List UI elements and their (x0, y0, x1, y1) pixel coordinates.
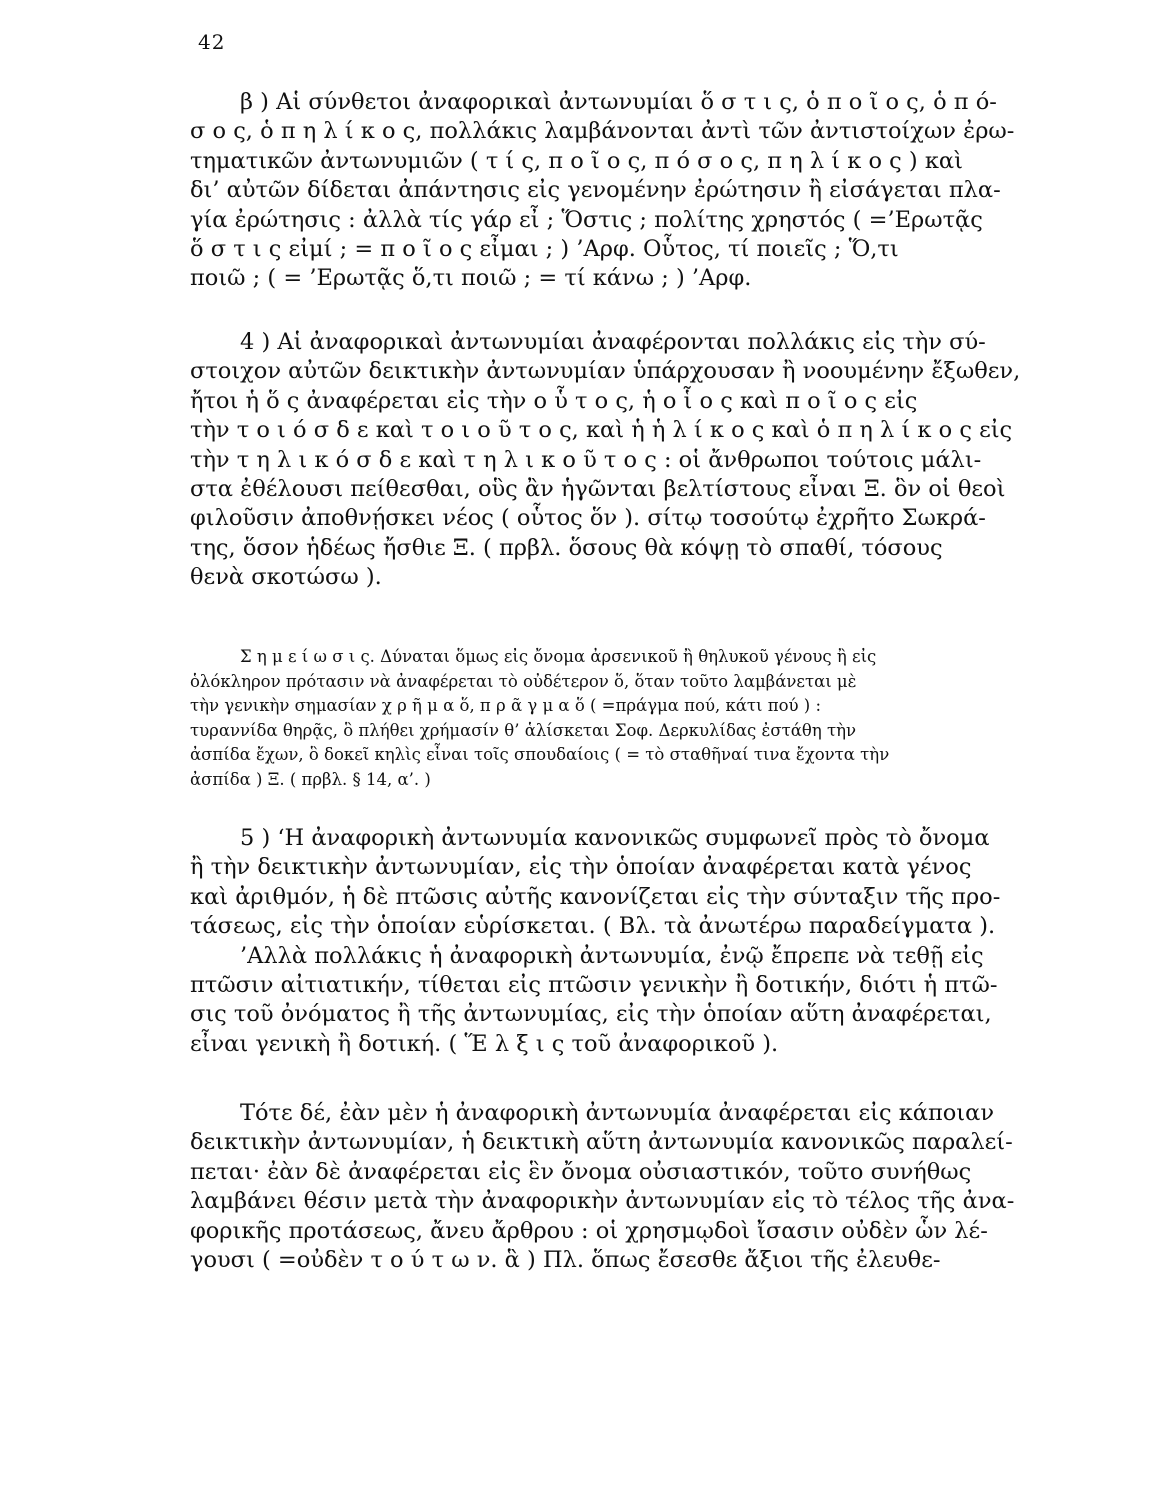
text-line: λαμβάνει θέσιν μετὰ τὴν ἀναφορικὴν ἀντωνυμίαν εἰς τὸ τέλος τῆς ἀνα- (190, 1188, 1015, 1215)
text-line: 5 ) ‘Η ἀναφορικὴ ἀντωνυμία κανονικῶς συμφωνεῖ πρὸς τὸ ὄνομα (240, 825, 990, 851)
text-line: 4 ) Αἱ ἀναφορικαὶ ἀντωνυμίαι ἀναφέρονται πολλάκις εἰς τὴν σύ- (240, 329, 986, 355)
text-line: β ) Αἱ σύνθετοι ἀναφορικαὶ ἀντωνυμίαι ὅ σ τ ι ς, ὁ π ο ῖ ο ς, ὁ π ό- (240, 89, 997, 115)
paragraph-beta-relative-pronouns (190, 88, 1088, 294)
text-line: πτῶσιν αἰτιατικήν, τίθεται εἰς πτῶσιν γενικὴν ἢ δοτικήν, διότι ἡ πτῶ- (190, 972, 998, 999)
text-line: ’Αλλὰ πολλάκις ἡ ἀναφορικὴ ἀντωνυμία, ἐνῷ ἔπρεπε νὰ τεθῇ εἰς (240, 942, 984, 969)
text-line: τηματικῶν ἀντωνυμιῶν ( τ ί ς, π ο ῖ ο ς, π ό σ ο ς, π η λ ί κ ο ς ) καὶ (190, 147, 963, 174)
paragraph-tote (190, 1099, 1088, 1275)
text-line: στα ἐθέλουσι πείθεσθαι, οὓς ἂν ἡγῶνται βελτίστους εἶναι Ξ. ὃν οἱ θεοὶ (190, 476, 1006, 503)
text-line: σ ο ς, ὁ π η λ ί κ ο ς, πολλάκις λαμβάνονται ἀντὶ τῶν ἀντιστοίχων ἐρω- (190, 118, 1015, 145)
text-line: γία ἐρώτησις : ἀλλὰ τίς γάρ εἶ ; Ὅστις ; πολίτης χρηστός ( =’Ερωτᾷς (190, 206, 983, 233)
text-line: τὴν τ η λ ι κ ό σ δ ε καὶ τ η λ ι κ ο ῦ τ ο ς : οἱ ἄνθρωποι τούτοις μάλι- (190, 446, 982, 473)
text-line: της, ὅσον ἡδέως ἤσθιε Ξ. ( πρβλ. ὅσους θὰ κόψῃ τὸ σπαθί, τόσους (190, 534, 943, 561)
text-line: ἀσπίδα ) Ξ. ( πρβλ. § 14, α’. ) (190, 769, 431, 789)
text-line: δεικτικὴν ἀντωνυμίαν, ἡ δεικτικὴ αὕτη ἀντωνυμία κανονικῶς παραλεί- (190, 1129, 1013, 1156)
text-line: καὶ ἀριθμόν, ἡ δὲ πτῶσις αὐτῆς κανονίζεται εἰς τὴν σύνταξιν τῆς προ- (190, 883, 1001, 910)
text-line: τὴν τ ο ι ό σ δ ε καὶ τ ο ι ο ῦ τ ο ς, καὶ ἡ ἡ λ ί κ ο ς καὶ ὁ π η λ ί κ ο ς εἰς (190, 417, 1013, 444)
text-line: τὴν γενικὴν σημασίαν χ ρ ῆ μ α ὅ, π ρ ᾶ γ μ α ὅ ( =πράγμα πού, κάτι πού ) : (190, 696, 822, 715)
text-line: θενὰ σκοτώσω ). (190, 564, 382, 591)
text-line: πεται· ἐὰν δὲ ἀναφέρεται εἰς ἓν ὄνομα οὐσιαστικόν, τοῦτο συνήθως (190, 1158, 972, 1185)
text-line: στοιχον αὐτῶν δεικτικὴν ἀντωνυμίαν ὑπάρχουσαν ἢ νοουμένην ἔξωθεν, (190, 358, 1021, 385)
text-line: Σ η μ ε ί ω σ ι ς. Δύναται ὅμως εἰς ὄνομα ἀρσενικοῦ ἢ θηλυκοῦ γένους ἢ εἰς (240, 647, 877, 666)
text-line: σις τοῦ ὀνόματος ἢ τῆς ἀντωνυμίας, εἰς τὴν ὁποίαν αὕτη ἀναφέρεται, (190, 1001, 992, 1028)
text-line: τυραννίδα θηρᾷς, ὃ πλήθει χρήμασίν θ’ ἁλίσκεται Σοφ. Δερκυλίδας ἐστάθη τὴν (190, 720, 857, 740)
page-number: 42 (198, 30, 226, 54)
text-line: φορικῆς προτάσεως, ἄνευ ἄρθρου : οἱ χρησμῳδοὶ ἴσασιν οὐδὲν ὧν λέ- (190, 1217, 988, 1244)
text-line: εἶναι γενικὴ ἢ δοτική. ( Ἕ λ ξ ι ς τοῦ ἀναφορικοῦ ). (190, 1030, 779, 1057)
text-line: ἀσπίδα ἔχων, ὃ δοκεῖ κηλὶς εἶναι τοῖς σπουδαίοις ( = τὸ σταθῆναί τινα ἔχοντα τὴν (190, 745, 890, 764)
text-line: δι’ αὐτῶν δίδεται ἀπάντησις εἰς γενομένην ἐρώτησιν ἢ εἰσάγεται πλα- (190, 177, 1001, 204)
text-line: ποιῶ ; ( = ’Ερωτᾷς ὅ,τι ποιῶ ; = τί κάνω ; ) ’Αρφ. (190, 265, 752, 292)
text-line: ὁλόκληρον πρότασιν νὰ ἀναφέρεται τὸ οὐδέτερον ὅ, ὅταν τοῦτο λαμβάνεται μὲ (190, 671, 857, 691)
note-simeiosis (190, 645, 1088, 792)
paragraph-5-agreement (190, 824, 1088, 1059)
paragraph-4-reference (190, 328, 1088, 593)
text-line: ἢ τὴν δεικτικὴν ἀντωνυμίαν, εἰς τὴν ὁποίαν ἀναφέρεται κατὰ γένος (190, 854, 972, 881)
text-line: φιλοῦσιν ἀποθνῄσκει νέος ( οὗτος ὅν ). σίτῳ τοσούτῳ ἐχρῆτο Σωκρά- (190, 505, 986, 532)
text-line: γουσι ( =οὐδὲν τ ο ύ τ ω ν. ἃ ) Πλ. ὅπως ἔσεσθε ἄξιοι τῆς ἐλευθε- (190, 1247, 941, 1274)
text-line: ὅ σ τ ι ς εἰμί ; = π ο ῖ ο ς εἶμαι ; ) ’Αρφ. Οὗτος, τί ποιεῖς ; Ὅ,τι (190, 236, 899, 263)
text-line: τάσεως, εἰς τὴν ὁποίαν εὑρίσκεται. ( Βλ. τὰ ἀνωτέρω παραδείγματα ). (190, 913, 996, 940)
text-line: Τότε δέ, ἐὰν μὲν ἡ ἀναφορικὴ ἀντωνυμία ἀναφέρεται εἰς κάποιαν (240, 1100, 994, 1126)
text-line: ἤτοι ἡ ὅ ς ἀναφέρεται εἰς τὴν ο ὗ τ ο ς, ἡ ο ἷ ο ς καὶ π ο ῖ ο ς εἰς (190, 387, 918, 414)
